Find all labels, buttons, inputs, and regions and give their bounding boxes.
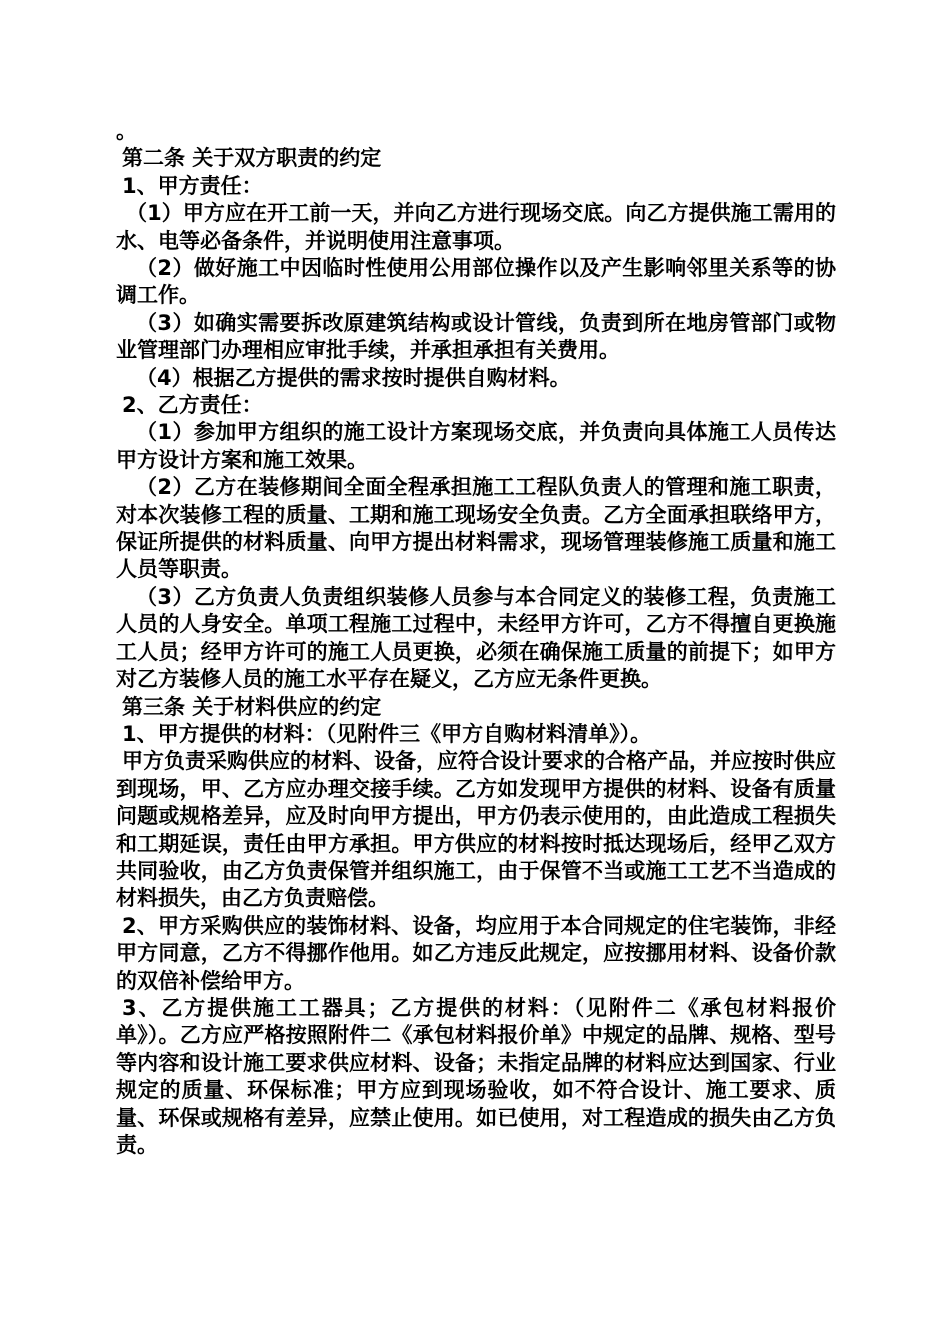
paragraph-a-1: （1）甲方应在开工前一天，并向乙方进行现场交底。向乙方提供施工需用的水、电等必备条件，并说明使用注意事项。 xyxy=(116,201,836,253)
paragraph-a-4: （4）根据乙方提供的需求按时提供自购材料。 xyxy=(136,365,571,390)
document-body xyxy=(116,118,836,1159)
paragraph-b-3: （3）乙方负责人负责组织装修人员参与本合同定义的装修工程，负责施工人员的人身安全。单项工程施工过程中，未经甲方许可，乙方不得擅自更换施工人员；经甲方许可的施工人员更换，必须在确保施工质量的前提下；如甲方对乙方装修人员的施工水平存在疑义，乙方应无条件更换。 xyxy=(116,584,836,692)
paragraph-a-2: （2）做好施工中因临时性使用公用部位操作以及产生影响邻里关系等的协调工作。 xyxy=(116,256,836,308)
paragraph-materials-1-detail: 甲方负责采购供应的材料、设备，应符合设计要求的合格产品，并应按时供应到现场，甲、乙方应办理交接手续。乙方如发现甲方提供的材料、设备有质量问题或规格差异，应及时向甲方提出，甲方仍表示使用的，由此造成工程损失和工期延误，责任由甲方承担。甲方供应的材料按时抵达现场后，经甲乙双方共同验收，由乙方负责保管并组织施工，由于保管不当或施工工艺不当造成的材料损失，由乙方负责赔偿。 xyxy=(116,749,836,911)
paragraph-materials-1: 1、甲方提供的材料：（见附件三《甲方自购材料清单》）。 xyxy=(122,721,652,746)
paragraph-b-1: （1）参加甲方组织的施工设计方案现场交底，并负责向具体施工人员传达甲方设计方案和施工效果。 xyxy=(116,420,836,472)
subheading-party-a-duties: 1、甲方责任： xyxy=(122,173,263,198)
subheading-party-b-duties: 2、乙方责任： xyxy=(122,393,263,418)
section-heading-article-2: 第二条 关于双方职责的约定 xyxy=(122,146,382,171)
paragraph-b-2: （2）乙方在装修期间全面全程承担施工工程队负责人的管理和施工职责，对本次装修工程的质量、工期和施工现场安全负责。乙方全面承担联络甲方，保证所提供的材料质量、向甲方提出材料需求，现场管理装修施工质量和施工人员等职责。 xyxy=(116,475,836,582)
paragraph-materials-2: 2、甲方采购供应的装饰材料、设备，均应用于本合同规定的住宅装饰，非经甲方同意，乙方不得挪作他用。如乙方违反此规定，应按挪用材料、设备价款的双倍补偿给甲方。 xyxy=(116,913,836,993)
section-heading-article-3: 第三条 关于材料供应的约定 xyxy=(122,694,382,719)
leading-mark: 。 xyxy=(116,119,137,143)
paragraph-a-3: （3）如确实需要拆改原建筑结构或设计管线，负责到所在地房管部门或物业管理部门办理相应审批手续，并承担承担有关费用。 xyxy=(116,310,836,363)
paragraph-materials-3: 3、乙方提供施工工器具；乙方提供的材料：（见附件二《承包材料报价单》）。乙方应严格按照附件二《承包材料报价单》中规定的品牌、规格、型号等内容和设计施工要求供应材料、设备；未指定品牌的材料应达到国家、行业规定的质量、环保标准；甲方应到现场验收，如不符合设计、施工要求、质量、环保或规格有差异，应禁止使用。如已使用，对工程造成的损失由乙方负责。 xyxy=(116,995,836,1158)
